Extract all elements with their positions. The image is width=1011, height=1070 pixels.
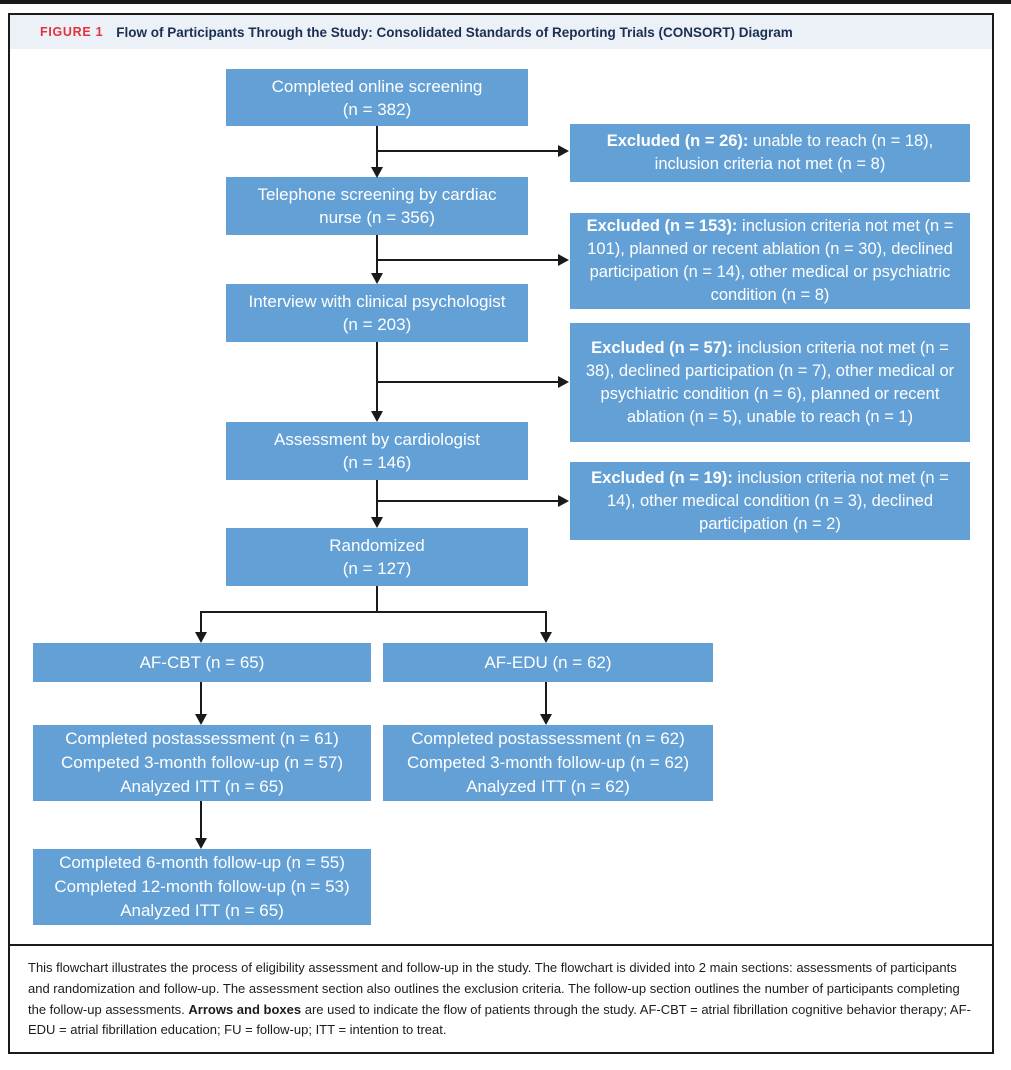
excluded-detail-text: inclusion criteria not met (n = 14), other medical condition (n = 3), declined participation (n = 2) xyxy=(606,468,949,533)
arrow-line-to-excluded-19 xyxy=(376,500,558,502)
arrow-line-to-af-cbt xyxy=(200,611,202,632)
caption-text-before: This flowchart illustrates the process of eligibility assessment and follow-up in the study. The flowchart is divided into 2 main sections: assessments of participants and randomization and follow-up. The assessment section also outlines the exclusion criteria. The follow-up section outlines the number of participants completing the follow-up assessments. xyxy=(28,960,960,1017)
box-arm-af-cbt xyxy=(33,643,371,682)
box-line: Completed 6-month follow-up (n = 55) xyxy=(59,853,345,872)
arrow-line-telephone-to-interview xyxy=(376,235,378,273)
box-followup-edu xyxy=(383,725,713,801)
arrowhead-down-icon xyxy=(195,838,207,849)
arrow-line-to-excluded-26 xyxy=(376,150,558,152)
box-line: Completed 12-month follow-up (n = 53) xyxy=(54,877,350,896)
box-line: Interview with clinical psychologist xyxy=(248,292,506,311)
arrow-line-edu-to-followup xyxy=(545,682,547,714)
box-line: (n = 146) xyxy=(342,453,412,472)
excluded-detail-text: inclusion criteria not met (n = 38), declined participation (n = 7), other medical or psychiatric condition (n = 6), planned or recent ablation (n = 5), unable to reach (n = 1) xyxy=(585,338,955,426)
excluded-bold-label: Excluded (n = 26): xyxy=(606,132,749,150)
box-cardiologist-assessment xyxy=(226,422,528,480)
arrowhead-down-icon xyxy=(371,167,383,178)
arrowhead-down-icon xyxy=(371,411,383,422)
arrowhead-down-icon xyxy=(195,714,207,725)
arrowhead-down-icon xyxy=(540,632,552,643)
arrowhead-right-icon xyxy=(558,495,569,507)
arrow-line-cbt-to-followup xyxy=(200,682,202,714)
arrow-line-split-horizontal xyxy=(200,611,547,613)
excluded-text xyxy=(578,467,962,536)
box-line: Competed 3-month follow-up (n = 62) xyxy=(406,753,690,772)
arrowhead-right-icon xyxy=(558,376,569,388)
caption-text-after: are used to indicate the flow of patients through the study. AF-CBT = atrial fibrillation cognitive behavior therapy; AF-EDU = atrial fibrillation education; FU = follow-up; ITT = intention to treat. xyxy=(28,1001,971,1038)
box-line: Completed online screening xyxy=(271,76,483,96)
figure-number-label: FIGURE 1 xyxy=(40,25,104,39)
arrow-line-to-excluded-57 xyxy=(376,381,558,383)
excluded-text xyxy=(578,215,962,307)
excluded-bold-label: Excluded (n = 57): xyxy=(591,338,733,357)
excluded-detail-text: inclusion criteria not met (n = 101), planned or recent ablation (n = 30), declined participation (n = 14), other medical or psychiatric condition (n = 8) xyxy=(587,217,954,304)
arrowhead-down-icon xyxy=(195,632,207,643)
arrowhead-down-icon xyxy=(371,517,383,528)
box-line: Telephone screening by cardiac xyxy=(257,185,497,204)
box-line: Analyzed ITT (n = 62) xyxy=(466,777,630,796)
box-line: (n = 203) xyxy=(342,315,412,334)
box-telephone-screening xyxy=(226,177,528,235)
arrowhead-right-icon xyxy=(558,145,569,157)
box-line: Assessment by cardiologist xyxy=(274,430,480,449)
box-excluded-57 xyxy=(570,323,970,442)
box-line: AF-EDU (n = 62) xyxy=(484,653,612,672)
arrow-line-to-excluded-153 xyxy=(376,259,558,261)
box-line: nurse (n = 356) xyxy=(319,208,435,227)
arrowhead-right-icon xyxy=(558,254,569,266)
box-psychologist-interview xyxy=(226,284,528,342)
box-arm-af-edu xyxy=(383,643,713,682)
box-excluded-153 xyxy=(570,213,970,309)
arrow-line-interview-to-assessment xyxy=(376,342,378,411)
arrow-line-to-af-edu xyxy=(545,611,547,632)
arrow-line-assessment-to-randomized xyxy=(376,480,378,517)
box-line: Analyzed ITT (n = 65) xyxy=(120,777,284,796)
caption-bold-phrase: Arrows and boxes xyxy=(188,1001,302,1017)
box-randomized xyxy=(226,528,528,586)
arrow-line-randomized-stem xyxy=(376,586,378,613)
arrowhead-down-icon xyxy=(371,273,383,284)
excluded-text xyxy=(578,130,962,176)
box-line: Competed 3-month follow-up (n = 57) xyxy=(60,753,344,772)
arrow-line-screening-to-telephone xyxy=(376,126,378,167)
box-line: AF-CBT (n = 65) xyxy=(139,653,265,672)
box-online-screening xyxy=(226,69,528,126)
box-excluded-19 xyxy=(570,462,970,540)
excluded-bold-label: Excluded (n = 19): xyxy=(591,468,733,487)
box-excluded-26 xyxy=(570,124,970,182)
box-line: Randomized xyxy=(329,536,425,555)
figure-title: Flow of Participants Through the Study: Consolidated Standards of Reporting Trials (CONSORT) Diagram xyxy=(116,24,793,40)
arrow-line-followup-to-long-term xyxy=(200,801,202,838)
box-line: (n = 382) xyxy=(342,99,412,119)
excluded-detail-text: unable to reach (n = 18), inclusion criteria not met (n = 8) xyxy=(654,132,934,173)
box-followup-cbt xyxy=(33,725,371,801)
box-line: (n = 127) xyxy=(342,559,412,578)
box-followup-long-term xyxy=(33,849,371,925)
excluded-bold-label: Excluded (n = 153): xyxy=(586,217,738,235)
box-line: Completed postassessment (n = 62) xyxy=(411,729,685,748)
arrowhead-down-icon xyxy=(540,714,552,725)
box-line: Completed postassessment (n = 61) xyxy=(65,729,339,748)
excluded-text xyxy=(578,337,962,429)
box-line: Analyzed ITT (n = 65) xyxy=(120,901,284,920)
